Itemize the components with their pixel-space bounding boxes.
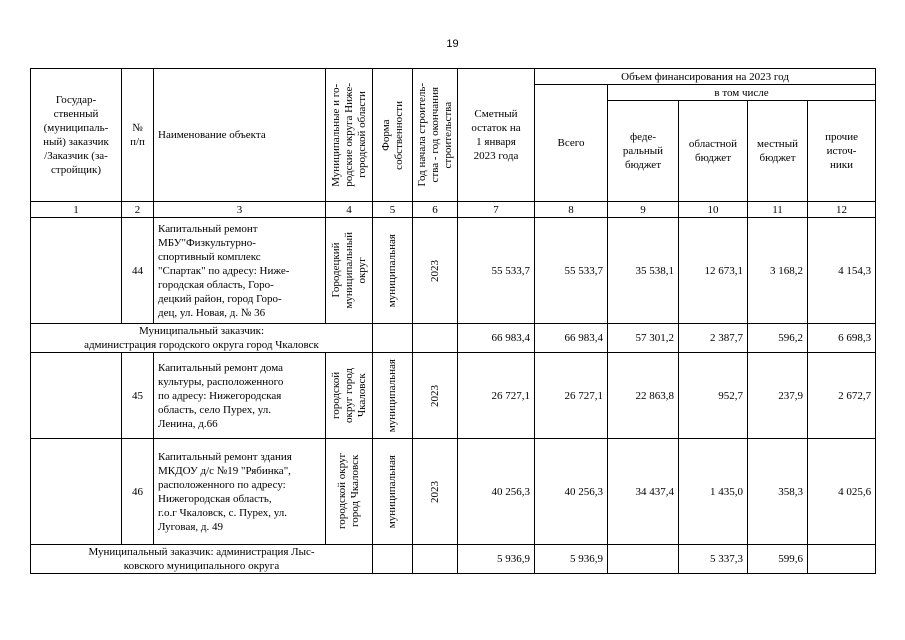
header-estimate: Сметный остаток на 1 января 2023 года xyxy=(458,69,535,202)
municipality-cell: Городецкий муниципальный округ xyxy=(326,218,373,324)
header-total: Всего xyxy=(535,85,608,202)
years-cell: 2023 xyxy=(413,353,458,439)
local-value: 599,6 xyxy=(748,545,808,574)
subtotal-row xyxy=(31,324,876,353)
municipality-cell: городской округ город Чкаловск xyxy=(326,439,373,545)
row-number: 46 xyxy=(122,439,154,545)
column-number: 3 xyxy=(154,202,326,218)
object-name: Капитальный ремонт дома культуры, расположенного по адресу: Нижегородская область, село Пурех, ул. Ленина, д.66 xyxy=(154,353,326,439)
total-value: 26 727,1 xyxy=(535,353,608,439)
header-financing: Объем финансирования на 2023 год xyxy=(535,69,876,85)
financing-table xyxy=(30,68,876,574)
object-name: Капитальный ремонт здания МКДОУ д/с №19 "Рябинка", расположенного по адресу: Нижегородская область, г.о.г Чкаловск, с. Пурех, ул. Луговая, д. 49 xyxy=(154,439,326,545)
federal-value: 35 538,1 xyxy=(608,218,679,324)
column-number: 8 xyxy=(535,202,608,218)
local-value: 3 168,2 xyxy=(748,218,808,324)
federal-value: 57 301,2 xyxy=(608,324,679,353)
column-numbers-row xyxy=(31,202,876,218)
header-number: № п/п xyxy=(122,69,154,202)
other-value: 4 154,3 xyxy=(808,218,876,324)
local-value: 358,3 xyxy=(748,439,808,545)
column-number: 4 xyxy=(326,202,373,218)
column-number: 6 xyxy=(413,202,458,218)
total-value: 5 936,9 xyxy=(535,545,608,574)
column-number: 2 xyxy=(122,202,154,218)
header-other: прочие источ- ники xyxy=(808,101,876,202)
federal-value xyxy=(608,545,679,574)
table-row xyxy=(31,439,876,545)
column-number: 1 xyxy=(31,202,122,218)
column-number: 10 xyxy=(679,202,748,218)
subtotal-label: Муниципальный заказчик: администрация городского округа город Чкаловск xyxy=(31,324,373,353)
estimate-value: 26 727,1 xyxy=(458,353,535,439)
regional-value: 12 673,1 xyxy=(679,218,748,324)
column-number: 5 xyxy=(373,202,413,218)
estimate-value: 55 533,7 xyxy=(458,218,535,324)
header-local: местный бюджет xyxy=(748,101,808,202)
other-value: 2 672,7 xyxy=(808,353,876,439)
ownership-cell: муниципальная xyxy=(373,353,413,439)
column-number: 7 xyxy=(458,202,535,218)
header-ownership: Форма собственности xyxy=(373,69,413,202)
header-municipality: Муниципальные и го- родские округа Ниже- городской области xyxy=(326,69,373,202)
estimate-value: 5 936,9 xyxy=(458,545,535,574)
regional-value: 5 337,3 xyxy=(679,545,748,574)
regional-value: 2 387,7 xyxy=(679,324,748,353)
regional-value: 952,7 xyxy=(679,353,748,439)
table-row xyxy=(31,353,876,439)
subtotal-label: Муниципальный заказчик: администрация Лыс- ковского муниципального округа xyxy=(31,545,373,574)
row-number: 44 xyxy=(122,218,154,324)
column-number: 11 xyxy=(748,202,808,218)
column-number: 12 xyxy=(808,202,876,218)
federal-value: 34 437,4 xyxy=(608,439,679,545)
table-row xyxy=(31,218,876,324)
years-cell: 2023 xyxy=(413,439,458,545)
ownership-cell: муниципальная xyxy=(373,218,413,324)
column-number: 9 xyxy=(608,202,679,218)
total-value: 66 983,4 xyxy=(535,324,608,353)
years-cell xyxy=(413,545,458,574)
ownership-cell xyxy=(373,545,413,574)
header-construction-years: Год начала строитель- ства - год окончания строительства xyxy=(413,69,458,202)
other-value: 6 698,3 xyxy=(808,324,876,353)
customer-cell xyxy=(31,218,122,324)
header-federal: феде- ральный бюджет xyxy=(608,101,679,202)
years-cell xyxy=(413,324,458,353)
years-cell: 2023 xyxy=(413,218,458,324)
header-customer: Государ- ственный (муниципаль- ный) заказчик /Заказчик (за- стройщик) xyxy=(31,69,122,202)
total-value: 40 256,3 xyxy=(535,439,608,545)
page-number: 19 xyxy=(446,38,459,50)
object-name: Капитальный ремонт МБУ"Физкультурно- спортивный комплекс "Спартак" по адресу: Ниже- городская область, Горо- децкий район, город Горо- дец, ул. Новая, д. № 36 xyxy=(154,218,326,324)
other-value xyxy=(808,545,876,574)
local-value: 237,9 xyxy=(748,353,808,439)
ownership-cell xyxy=(373,324,413,353)
ownership-cell: муниципальная xyxy=(373,439,413,545)
customer-cell xyxy=(31,439,122,545)
customer-cell xyxy=(31,353,122,439)
municipality-cell: городской округ город Чкаловск xyxy=(326,353,373,439)
estimate-value: 66 983,4 xyxy=(458,324,535,353)
header-regional: областной бюджет xyxy=(679,101,748,202)
header-including: в том числе xyxy=(608,85,876,101)
other-value: 4 025,6 xyxy=(808,439,876,545)
subtotal-row xyxy=(31,545,876,574)
federal-value: 22 863,8 xyxy=(608,353,679,439)
regional-value: 1 435,0 xyxy=(679,439,748,545)
header-object-name: Наименование объекта xyxy=(154,69,326,202)
total-value: 55 533,7 xyxy=(535,218,608,324)
local-value: 596,2 xyxy=(748,324,808,353)
row-number: 45 xyxy=(122,353,154,439)
estimate-value: 40 256,3 xyxy=(458,439,535,545)
